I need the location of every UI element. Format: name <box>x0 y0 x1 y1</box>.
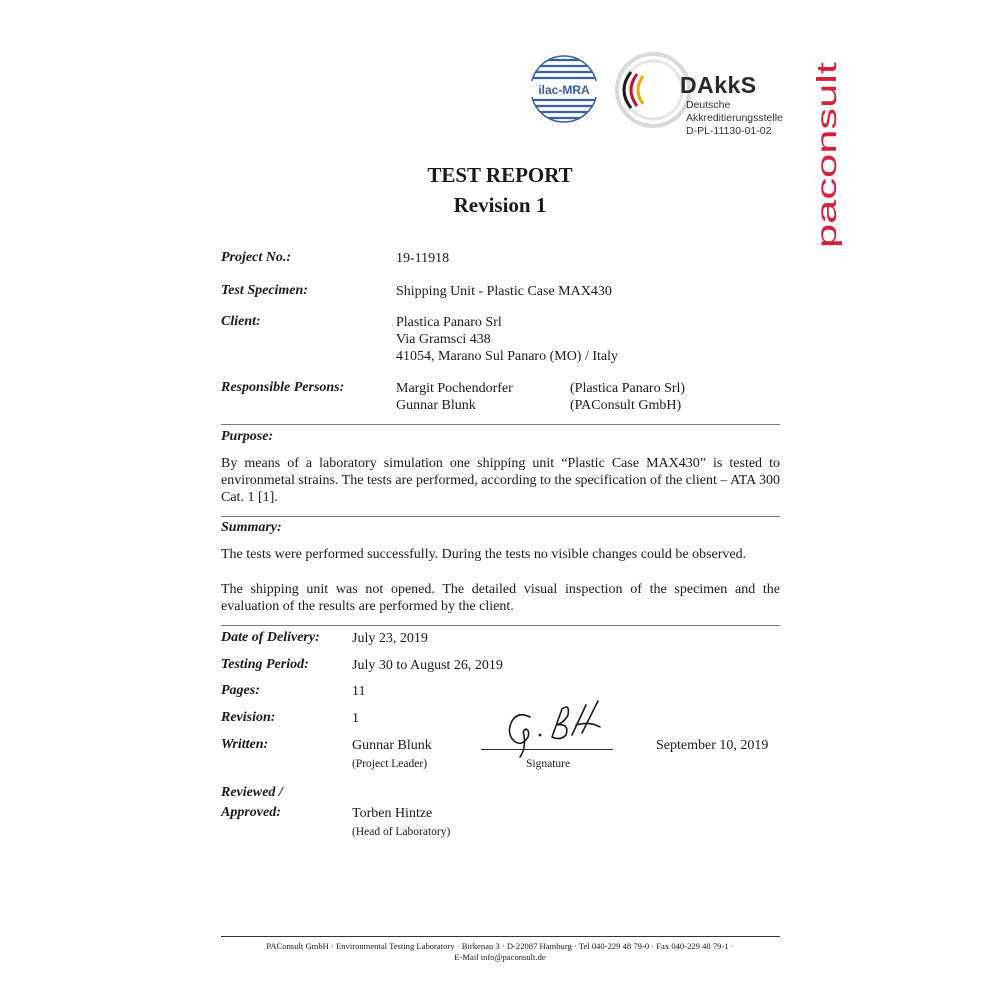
project-label: Project No.: <box>221 250 291 265</box>
client-label: Client: <box>221 314 261 329</box>
summary-text-1: The tests were performed successfully. During the tests no visible changes could be observed. <box>221 547 747 562</box>
person-2-name: Gunnar Blunk <box>396 398 476 413</box>
summary-text-2: The shipping unit was not opened. The detailed visual inspection of the specimen and the evaluation of the results are performed by the client. <box>221 582 780 614</box>
delivery-value: July 23, 2019 <box>352 631 428 646</box>
project-value: 19-11918 <box>396 251 450 266</box>
client-line-3: 41054, Marano Sul Panaro (MO) / Italy <box>396 349 619 364</box>
period-value: July 30 to August 26, 2019 <box>352 658 503 673</box>
person-2-org: (PAConsult GmbH) <box>570 398 682 413</box>
delivery-label: Date of Delivery: <box>221 630 320 645</box>
client-line-2: Via Gramsci 438 <box>396 332 491 347</box>
purpose-text: By means of a laboratory simulation one shipping unit “Plastic Case MAX430” is tested to environmetal strains. The tests are performed, according to the specification of the client – ATA 300 Cat. 1 [1]. <box>221 456 780 505</box>
footer-divider <box>221 936 780 937</box>
responsible-label: Responsible Persons: <box>221 380 345 395</box>
footer-line-2: E-Mail info@paconsult.de <box>454 952 546 962</box>
dakks-line-2: Akkreditierungsstelle <box>686 112 783 124</box>
paconsult-logo <box>811 60 842 250</box>
reviewed-label: Reviewed / <box>221 785 283 800</box>
footer-line-1: PAConsult GmbH · Environmental Testing Laboratory · Birkenau 3 · D-22087 Hamburg · Tel 040-229 48 79-0 · Fax 040-229 48 79-1 · <box>266 941 734 951</box>
person-1-org: (Plastica Panaro Srl) <box>570 381 686 396</box>
date-signed: September 10, 2019 <box>656 738 769 753</box>
report-subtitle: Revision 1 <box>453 193 547 217</box>
written-label: Written: <box>221 737 269 752</box>
dakks-name: DAkkS <box>680 72 757 98</box>
client-line-1: Plastica Panaro Srl <box>396 315 502 330</box>
person-1-name: Margit Pochendorfer <box>396 381 513 396</box>
summary-label: Summary: <box>221 520 282 535</box>
divider <box>221 516 780 517</box>
written-role: (Project Leader) <box>352 758 428 770</box>
paconsult-logo-text: paconsult <box>811 128 842 248</box>
purpose-label: Purpose: <box>221 429 274 444</box>
written-name: Gunnar Blunk <box>352 738 432 753</box>
divider <box>221 424 780 425</box>
specimen-value: Shipping Unit - Plastic Case MAX430 <box>396 284 612 299</box>
ilac-mra-logo <box>527 52 601 126</box>
reviewer-role: (Head of Laboratory) <box>352 826 451 838</box>
approved-label: Approved: <box>221 805 281 820</box>
divider <box>221 625 780 626</box>
signature-caption: Signature <box>526 758 571 770</box>
signature-line <box>481 749 613 750</box>
pages-label: Pages: <box>221 683 260 698</box>
revision-label: Revision: <box>221 710 276 725</box>
dakks-code: D-PL-11130-01-02 <box>686 125 772 137</box>
reviewer-name: Torben Hintze <box>352 806 433 821</box>
specimen-label: Test Specimen: <box>221 283 308 298</box>
revision-value: 1 <box>352 711 359 726</box>
pages-value: 11 <box>352 684 366 699</box>
ilac-logo-text: ilac-MRA <box>538 83 590 97</box>
dakks-line-1: Deutsche <box>686 99 731 111</box>
report-title: TEST REPORT <box>427 163 573 187</box>
period-label: Testing Period: <box>221 657 309 672</box>
